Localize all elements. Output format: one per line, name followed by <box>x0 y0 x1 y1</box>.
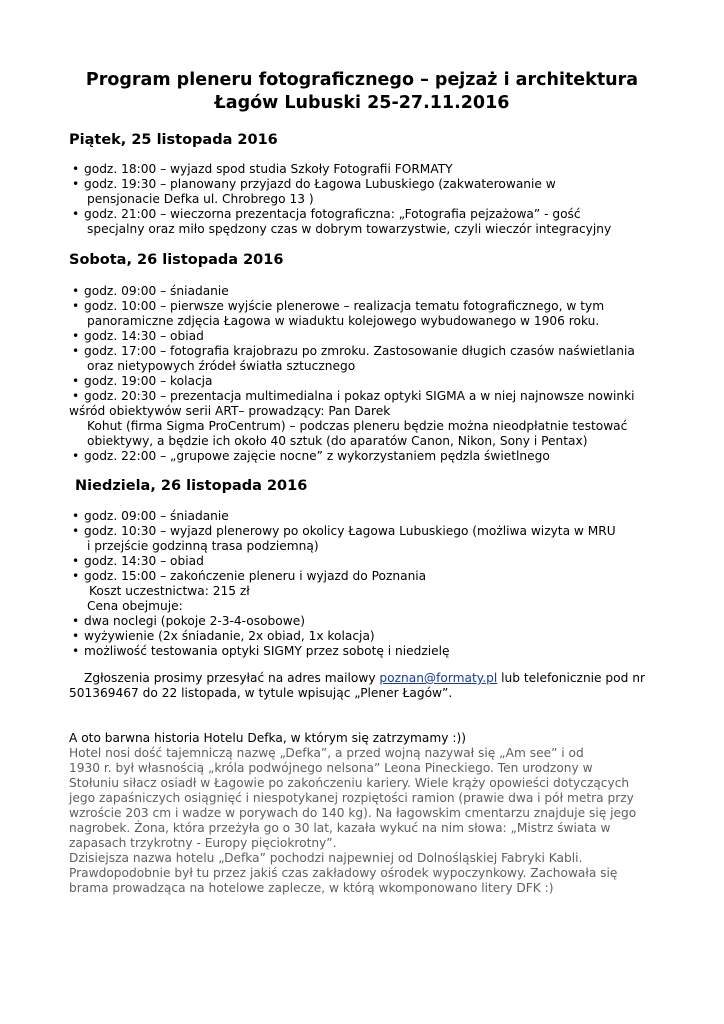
saturday-heading: Sobota, 26 listopada 2016 <box>69 252 284 268</box>
saturday-item-5: godz. 19:00 – kolacja <box>84 374 213 388</box>
friday-item-2: godz. 19:30 – planowany przyjazd do Łagowa Lubuskiego (zakwaterowanie w <box>84 177 556 191</box>
document-title-line-2: Łagów Lubuski 25-27.11.2016 <box>214 93 510 113</box>
saturday-item-6-cont-3: obiektywy, a będzie ich około 40 sztuk (do aparatów Canon, Nikon, Sony i Pentax) <box>87 434 588 448</box>
document-title-line-1: Program pleneru fotograficznego – pejzaż i architektura <box>85 70 639 90</box>
saturday-item-7: godz. 22:00 – „grupowe zajęcie nocne” z wykorzystaniem pędzla świetlnego <box>84 449 550 463</box>
sunday-item-1: godz. 09:00 – śniadanie <box>84 509 229 523</box>
sunday-item-4: godz. 15:00 – zakończenie pleneru i wyjazd do Poznania <box>84 569 427 583</box>
bullet: • <box>72 177 80 191</box>
signup-text-before: Zgłoszenia prosimy przesyłać na adres mailowy <box>84 671 380 685</box>
bullet: • <box>72 509 80 523</box>
saturday-item-3: godz. 14:30 – obiad <box>84 329 204 343</box>
includes-item-3: możliwość testowania optyki SIGMY przez sobotę i niedzielę <box>84 644 450 658</box>
history-line-7: zapasach trzykrotny - Europy pięciokrotny”. <box>69 836 337 850</box>
friday-item-2-cont: pensjonacie Defka ul. Chrobrego 13 ) <box>87 192 314 206</box>
includes-item-1: dwa noclegi (pokoje 2-3-4-osobowe) <box>84 614 305 628</box>
bullet: • <box>72 329 80 343</box>
bullet: • <box>72 284 80 298</box>
cost-line: Koszt uczestnictwa: 215 zł <box>89 584 250 598</box>
saturday-item-2-cont: panoramiczne zdjęcia Łagowa w wiaduktu kolejowego wybudowanego w 1906 roku. <box>87 314 600 328</box>
saturday-item-2: godz. 10:00 – pierwsze wyjście plenerowe – realizacja tematu fotograficznego, w tym <box>84 299 605 313</box>
saturday-item-4-cont: oraz nietypowych źródeł światła sztucznego <box>87 359 356 373</box>
price-includes-line: Cena obejmuje: <box>87 599 183 613</box>
bullet: • <box>72 644 80 658</box>
history-line-2: 1930 r. był własnością „króla podwójnego nelsona” Leona Pineckiego. Ten urodzony w <box>69 761 593 775</box>
bullet: • <box>72 449 80 463</box>
email-link[interactable]: poznan@formaty.pl <box>379 671 498 685</box>
history-line-5: wzroście 203 cm i wadze w porywach do 140 kg). Na łagowskim cmentarzu znajduje się jego <box>69 806 637 820</box>
signup-line-2: 501369467 do 22 listopada, w tytule wpisując „Plener Łagów”. <box>69 686 453 700</box>
signup-text-after: lub telefonicznie pod nr <box>497 671 645 685</box>
history-line-9: Prawdopodobnie był tu przez jakiś czas zakładowy ośrodek wypoczynkowy. Zachowała się <box>69 866 618 880</box>
bullet: • <box>72 554 80 568</box>
history-line-4: jego zapaśniczych osiągnięć i niespotykanej rozpiętości ramion (prawie dwa i pół metra przy <box>69 791 634 805</box>
bullet: • <box>72 344 80 358</box>
saturday-item-1: godz. 09:00 – śniadanie <box>84 284 229 298</box>
history-line-8: Dzisiejsza nazwa hotelu „Defka” pochodzi najpewniej od Dolnośląskiej Fabryki Kabli. <box>69 851 583 865</box>
bullet: • <box>72 614 80 628</box>
friday-item-3-cont: specjalny oraz miło spędzony czas w dobrym towarzystwie, czyli wieczór integracyjny <box>87 222 612 236</box>
history-line-3: Stołuniu siłacz osiadł w Łagowie po zakończeniu kariery. Wiele krąży opowieści dotyczących <box>69 776 630 790</box>
bullet: • <box>72 569 80 583</box>
history-intro: A oto barwna historia Hotelu Defka, w którym się zatrzymamy :)) <box>69 731 466 745</box>
saturday-item-4: godz. 17:00 – fotografia krajobrazu po zmroku. Zastosowanie długich czasów naświetlania <box>84 344 635 358</box>
saturday-item-6: godz. 20:30 – prezentacja multimedialna i pokaz optyki SIGMA a w niej najnowsze nowinki <box>84 389 635 403</box>
bullet: • <box>72 389 80 403</box>
sunday-item-2-cont: i przejście godzinną trasa podziemną) <box>87 539 319 553</box>
signup-line-1 <box>84 671 645 686</box>
sunday-item-2: godz. 10:30 – wyjazd plenerowy po okolicy Łagowa Lubuskiego (możliwa wizyta w MRU <box>84 524 616 538</box>
history-line-1: Hotel nosi dość tajemniczą nazwę „Defka”, a przed wojną nazywał się „Am see” i od <box>69 746 584 760</box>
bullet: • <box>72 374 80 388</box>
includes-item-2: wyżywienie (2x śniadanie, 2x obiad, 1x kolacja) <box>84 629 375 643</box>
friday-item-1: godz. 18:00 – wyjazd spod studia Szkoły Fotografii FORMATY <box>84 162 453 176</box>
bullet: • <box>72 207 80 221</box>
bullet: • <box>72 162 80 176</box>
saturday-item-6-cont: wśród obiektywów serii ART– prowadzący: Pan Darek <box>69 404 391 418</box>
bullet: • <box>72 524 80 538</box>
bullet: • <box>72 299 80 313</box>
sunday-heading: Niedziela, 26 listopada 2016 <box>75 478 308 494</box>
bullet: • <box>72 629 80 643</box>
saturday-item-6-cont-2: Kohut (firma Sigma ProCentrum) – podczas pleneru będzie można nieodpłatnie testować <box>87 419 628 433</box>
friday-item-3: godz. 21:00 – wieczorna prezentacja fotograficzna: „Fotografia pejzażowa” - gość <box>84 207 581 221</box>
history-line-10: brama prowadząca na hotelowe zaplecze, w którą wkomponowano litery DFK :) <box>69 881 554 895</box>
history-line-6: nagrobek. Żona, która przeżyła go o 30 lat, kazała wykuć na nim słowa: „Mistrz świata w <box>69 821 611 835</box>
friday-heading: Piątek, 25 listopada 2016 <box>69 132 278 148</box>
sunday-item-3: godz. 14:30 – obiad <box>84 554 204 568</box>
